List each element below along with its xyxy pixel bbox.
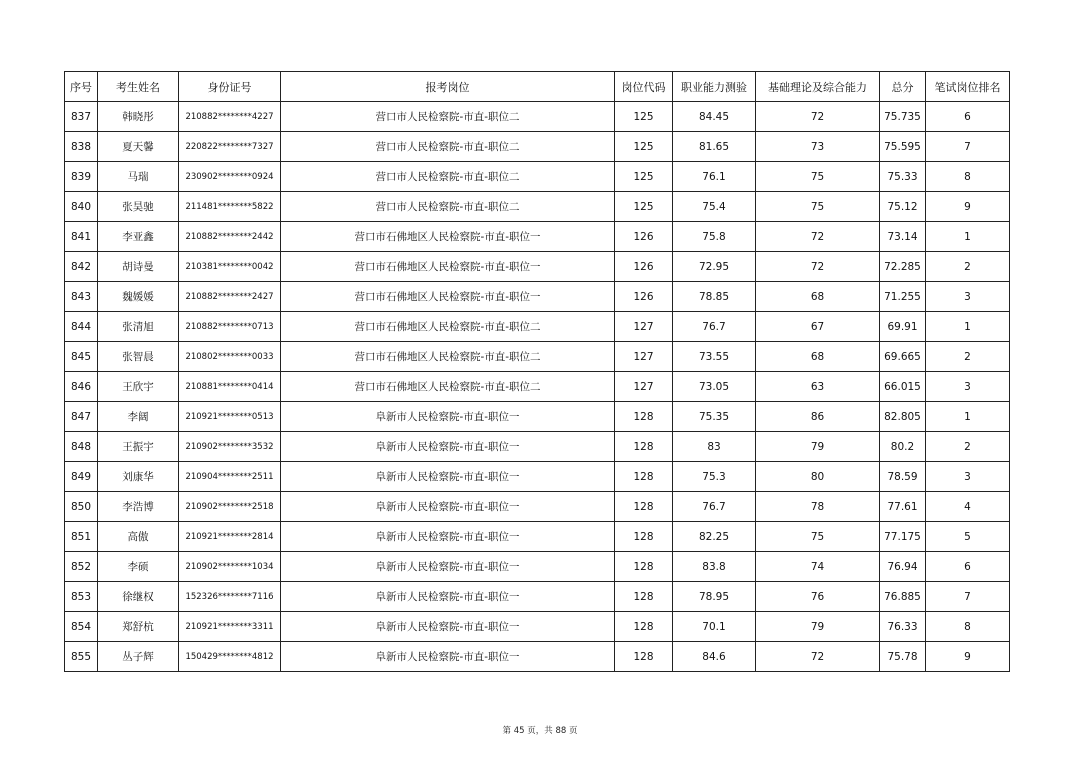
col-header-seq: 序号 bbox=[65, 72, 98, 102]
theory-cell: 74 bbox=[756, 552, 880, 582]
theory-cell: 68 bbox=[756, 282, 880, 312]
name-cell: 张清旭 bbox=[98, 312, 179, 342]
position-cell: 营口市石佛地区人民检察院-市直-职位一 bbox=[281, 282, 615, 312]
total-cell: 76.885 bbox=[880, 582, 926, 612]
aptitude-cell: 75.35 bbox=[673, 402, 756, 432]
table-row bbox=[65, 492, 1010, 522]
total-cell: 66.015 bbox=[880, 372, 926, 402]
position-code-cell: 128 bbox=[615, 612, 673, 642]
position-code-cell: 128 bbox=[615, 582, 673, 612]
table-row bbox=[65, 462, 1010, 492]
rank-cell: 8 bbox=[926, 162, 1010, 192]
table-row bbox=[65, 522, 1010, 552]
aptitude-cell: 84.6 bbox=[673, 642, 756, 672]
rank-cell: 7 bbox=[926, 582, 1010, 612]
col-header-name: 考生姓名 bbox=[98, 72, 179, 102]
position-cell: 营口市人民检察院-市直-职位二 bbox=[281, 102, 615, 132]
col-header-id: 身份证号 bbox=[179, 72, 281, 102]
seq-cell: 853 bbox=[65, 582, 98, 612]
seq-cell: 846 bbox=[65, 372, 98, 402]
rank-cell: 9 bbox=[926, 192, 1010, 222]
table-row bbox=[65, 132, 1010, 162]
seq-cell: 848 bbox=[65, 432, 98, 462]
id-cell: 210381********0042 bbox=[179, 252, 281, 282]
id-cell: 230902********0924 bbox=[179, 162, 281, 192]
aptitude-cell: 72.95 bbox=[673, 252, 756, 282]
table-row bbox=[65, 162, 1010, 192]
aptitude-cell: 76.7 bbox=[673, 492, 756, 522]
rank-cell: 7 bbox=[926, 132, 1010, 162]
aptitude-cell: 78.95 bbox=[673, 582, 756, 612]
position-cell: 阜新市人民检察院-市直-职位一 bbox=[281, 402, 615, 432]
header-row bbox=[65, 72, 1010, 102]
theory-cell: 63 bbox=[756, 372, 880, 402]
id-cell: 210902********1034 bbox=[179, 552, 281, 582]
table-row bbox=[65, 312, 1010, 342]
rank-cell: 6 bbox=[926, 552, 1010, 582]
total-cell: 78.59 bbox=[880, 462, 926, 492]
id-cell: 210904********2511 bbox=[179, 462, 281, 492]
total-cell: 75.735 bbox=[880, 102, 926, 132]
aptitude-cell: 82.25 bbox=[673, 522, 756, 552]
seq-cell: 838 bbox=[65, 132, 98, 162]
name-cell: 丛子辉 bbox=[98, 642, 179, 672]
seq-cell: 847 bbox=[65, 402, 98, 432]
name-cell: 李浩博 bbox=[98, 492, 179, 522]
id-cell: 210921********3311 bbox=[179, 612, 281, 642]
aptitude-cell: 76.7 bbox=[673, 312, 756, 342]
table-row bbox=[65, 612, 1010, 642]
name-cell: 李硕 bbox=[98, 552, 179, 582]
id-cell: 210882********4227 bbox=[179, 102, 281, 132]
id-cell: 210902********2518 bbox=[179, 492, 281, 522]
name-cell: 胡诗曼 bbox=[98, 252, 179, 282]
total-cell: 73.14 bbox=[880, 222, 926, 252]
theory-cell: 75 bbox=[756, 522, 880, 552]
position-code-cell: 125 bbox=[615, 102, 673, 132]
table-row bbox=[65, 372, 1010, 402]
total-cell: 80.2 bbox=[880, 432, 926, 462]
position-code-cell: 128 bbox=[615, 492, 673, 522]
seq-cell: 850 bbox=[65, 492, 98, 522]
rank-cell: 9 bbox=[926, 642, 1010, 672]
rank-cell: 1 bbox=[926, 402, 1010, 432]
seq-cell: 852 bbox=[65, 552, 98, 582]
position-cell: 阜新市人民检察院-市直-职位一 bbox=[281, 522, 615, 552]
name-cell: 郑舒杭 bbox=[98, 612, 179, 642]
position-cell: 阜新市人民检察院-市直-职位一 bbox=[281, 552, 615, 582]
rank-cell: 1 bbox=[926, 312, 1010, 342]
position-code-cell: 125 bbox=[615, 162, 673, 192]
rank-cell: 4 bbox=[926, 492, 1010, 522]
theory-cell: 76 bbox=[756, 582, 880, 612]
aptitude-cell: 83 bbox=[673, 432, 756, 462]
name-cell: 李亚鑫 bbox=[98, 222, 179, 252]
name-cell: 王振宇 bbox=[98, 432, 179, 462]
position-code-cell: 126 bbox=[615, 222, 673, 252]
id-cell: 210882********2427 bbox=[179, 282, 281, 312]
id-cell: 210902********3532 bbox=[179, 432, 281, 462]
position-cell: 阜新市人民检察院-市直-职位一 bbox=[281, 492, 615, 522]
theory-cell: 80 bbox=[756, 462, 880, 492]
theory-cell: 67 bbox=[756, 312, 880, 342]
position-code-cell: 128 bbox=[615, 552, 673, 582]
position-code-cell: 126 bbox=[615, 282, 673, 312]
seq-cell: 840 bbox=[65, 192, 98, 222]
total-cell: 76.94 bbox=[880, 552, 926, 582]
col-header-rank: 笔试岗位排名 bbox=[926, 72, 1010, 102]
total-cell: 75.33 bbox=[880, 162, 926, 192]
aptitude-cell: 78.85 bbox=[673, 282, 756, 312]
page-number: 第 45 页，共 88 页 bbox=[502, 726, 578, 736]
theory-cell: 75 bbox=[756, 192, 880, 222]
position-code-cell: 127 bbox=[615, 312, 673, 342]
total-cell: 76.33 bbox=[880, 612, 926, 642]
position-code-cell: 128 bbox=[615, 642, 673, 672]
aptitude-cell: 76.1 bbox=[673, 162, 756, 192]
col-header-total: 总分 bbox=[880, 72, 926, 102]
seq-cell: 839 bbox=[65, 162, 98, 192]
theory-cell: 86 bbox=[756, 402, 880, 432]
position-cell: 营口市石佛地区人民检察院-市直-职位一 bbox=[281, 252, 615, 282]
aptitude-cell: 73.55 bbox=[673, 342, 756, 372]
rank-cell: 5 bbox=[926, 522, 1010, 552]
name-cell: 徐继权 bbox=[98, 582, 179, 612]
theory-cell: 79 bbox=[756, 612, 880, 642]
rank-cell: 3 bbox=[926, 462, 1010, 492]
results-table bbox=[64, 71, 1010, 672]
position-cell: 营口市人民检察院-市直-职位二 bbox=[281, 192, 615, 222]
position-code-cell: 128 bbox=[615, 432, 673, 462]
table-row bbox=[65, 102, 1010, 132]
name-cell: 魏媛媛 bbox=[98, 282, 179, 312]
table-row bbox=[65, 552, 1010, 582]
id-cell: 210921********0513 bbox=[179, 402, 281, 432]
theory-cell: 78 bbox=[756, 492, 880, 522]
col-header-position-code: 岗位代码 bbox=[615, 72, 673, 102]
position-code-cell: 127 bbox=[615, 372, 673, 402]
theory-cell: 79 bbox=[756, 432, 880, 462]
theory-cell: 75 bbox=[756, 162, 880, 192]
table-row bbox=[65, 222, 1010, 252]
theory-cell: 72 bbox=[756, 252, 880, 282]
seq-cell: 845 bbox=[65, 342, 98, 372]
total-cell: 72.285 bbox=[880, 252, 926, 282]
rank-cell: 1 bbox=[926, 222, 1010, 252]
position-code-cell: 125 bbox=[615, 192, 673, 222]
position-code-cell: 128 bbox=[615, 462, 673, 492]
name-cell: 夏天馨 bbox=[98, 132, 179, 162]
table-row bbox=[65, 402, 1010, 432]
position-cell: 营口市石佛地区人民检察院-市直-职位二 bbox=[281, 312, 615, 342]
seq-cell: 851 bbox=[65, 522, 98, 552]
table-body bbox=[65, 102, 1010, 672]
name-cell: 张昊驰 bbox=[98, 192, 179, 222]
id-cell: 150429********4812 bbox=[179, 642, 281, 672]
position-code-cell: 126 bbox=[615, 252, 673, 282]
seq-cell: 841 bbox=[65, 222, 98, 252]
name-cell: 李阔 bbox=[98, 402, 179, 432]
table-row bbox=[65, 642, 1010, 672]
total-cell: 82.805 bbox=[880, 402, 926, 432]
id-cell: 210882********2442 bbox=[179, 222, 281, 252]
theory-cell: 72 bbox=[756, 222, 880, 252]
aptitude-cell: 83.8 bbox=[673, 552, 756, 582]
rank-cell: 2 bbox=[926, 432, 1010, 462]
table-row bbox=[65, 282, 1010, 312]
name-cell: 王欣宇 bbox=[98, 372, 179, 402]
table-row bbox=[65, 252, 1010, 282]
rank-cell: 6 bbox=[926, 102, 1010, 132]
col-header-position: 报考岗位 bbox=[281, 72, 615, 102]
seq-cell: 854 bbox=[65, 612, 98, 642]
total-cell: 69.91 bbox=[880, 312, 926, 342]
seq-cell: 837 bbox=[65, 102, 98, 132]
id-cell: 220822********7327 bbox=[179, 132, 281, 162]
position-code-cell: 127 bbox=[615, 342, 673, 372]
position-cell: 阜新市人民检察院-市直-职位一 bbox=[281, 642, 615, 672]
name-cell: 韩晓彤 bbox=[98, 102, 179, 132]
table-row bbox=[65, 192, 1010, 222]
table-row bbox=[65, 432, 1010, 462]
table-row bbox=[65, 342, 1010, 372]
theory-cell: 73 bbox=[756, 132, 880, 162]
id-cell: 210802********0033 bbox=[179, 342, 281, 372]
aptitude-cell: 70.1 bbox=[673, 612, 756, 642]
total-cell: 77.61 bbox=[880, 492, 926, 522]
theory-cell: 68 bbox=[756, 342, 880, 372]
position-cell: 营口市石佛地区人民检察院-市直-职位二 bbox=[281, 372, 615, 402]
position-code-cell: 128 bbox=[615, 402, 673, 432]
rank-cell: 2 bbox=[926, 252, 1010, 282]
seq-cell: 843 bbox=[65, 282, 98, 312]
col-header-theory-score: 基础理论及综合能力 bbox=[756, 72, 880, 102]
total-cell: 71.255 bbox=[880, 282, 926, 312]
aptitude-cell: 75.8 bbox=[673, 222, 756, 252]
id-cell: 210921********2814 bbox=[179, 522, 281, 552]
position-cell: 阜新市人民检察院-市直-职位一 bbox=[281, 462, 615, 492]
position-cell: 阜新市人民检察院-市直-职位一 bbox=[281, 612, 615, 642]
rank-cell: 8 bbox=[926, 612, 1010, 642]
total-cell: 75.595 bbox=[880, 132, 926, 162]
total-cell: 77.175 bbox=[880, 522, 926, 552]
theory-cell: 72 bbox=[756, 102, 880, 132]
id-cell: 211481********5822 bbox=[179, 192, 281, 222]
rank-cell: 3 bbox=[926, 282, 1010, 312]
total-cell: 75.12 bbox=[880, 192, 926, 222]
name-cell: 马瑞 bbox=[98, 162, 179, 192]
total-cell: 69.665 bbox=[880, 342, 926, 372]
name-cell: 张智晨 bbox=[98, 342, 179, 372]
seq-cell: 855 bbox=[65, 642, 98, 672]
position-cell: 营口市石佛地区人民检察院-市直-职位二 bbox=[281, 342, 615, 372]
rank-cell: 3 bbox=[926, 372, 1010, 402]
col-header-aptitude-test: 职业能力测验 bbox=[673, 72, 756, 102]
aptitude-cell: 75.4 bbox=[673, 192, 756, 222]
position-cell: 营口市人民检察院-市直-职位二 bbox=[281, 132, 615, 162]
position-cell: 营口市人民检察院-市直-职位二 bbox=[281, 162, 615, 192]
position-cell: 阜新市人民检察院-市直-职位一 bbox=[281, 582, 615, 612]
aptitude-cell: 81.65 bbox=[673, 132, 756, 162]
aptitude-cell: 75.3 bbox=[673, 462, 756, 492]
rank-cell: 2 bbox=[926, 342, 1010, 372]
id-cell: 152326********7116 bbox=[179, 582, 281, 612]
id-cell: 210881********0414 bbox=[179, 372, 281, 402]
position-code-cell: 128 bbox=[615, 522, 673, 552]
name-cell: 高傲 bbox=[98, 522, 179, 552]
seq-cell: 844 bbox=[65, 312, 98, 342]
position-cell: 营口市石佛地区人民检察院-市直-职位一 bbox=[281, 222, 615, 252]
position-cell: 阜新市人民检察院-市直-职位一 bbox=[281, 432, 615, 462]
aptitude-cell: 84.45 bbox=[673, 102, 756, 132]
seq-cell: 849 bbox=[65, 462, 98, 492]
aptitude-cell: 73.05 bbox=[673, 372, 756, 402]
id-cell: 210882********0713 bbox=[179, 312, 281, 342]
position-code-cell: 125 bbox=[615, 132, 673, 162]
seq-cell: 842 bbox=[65, 252, 98, 282]
total-cell: 75.78 bbox=[880, 642, 926, 672]
name-cell: 刘康华 bbox=[98, 462, 179, 492]
theory-cell: 72 bbox=[756, 642, 880, 672]
table-row bbox=[65, 582, 1010, 612]
